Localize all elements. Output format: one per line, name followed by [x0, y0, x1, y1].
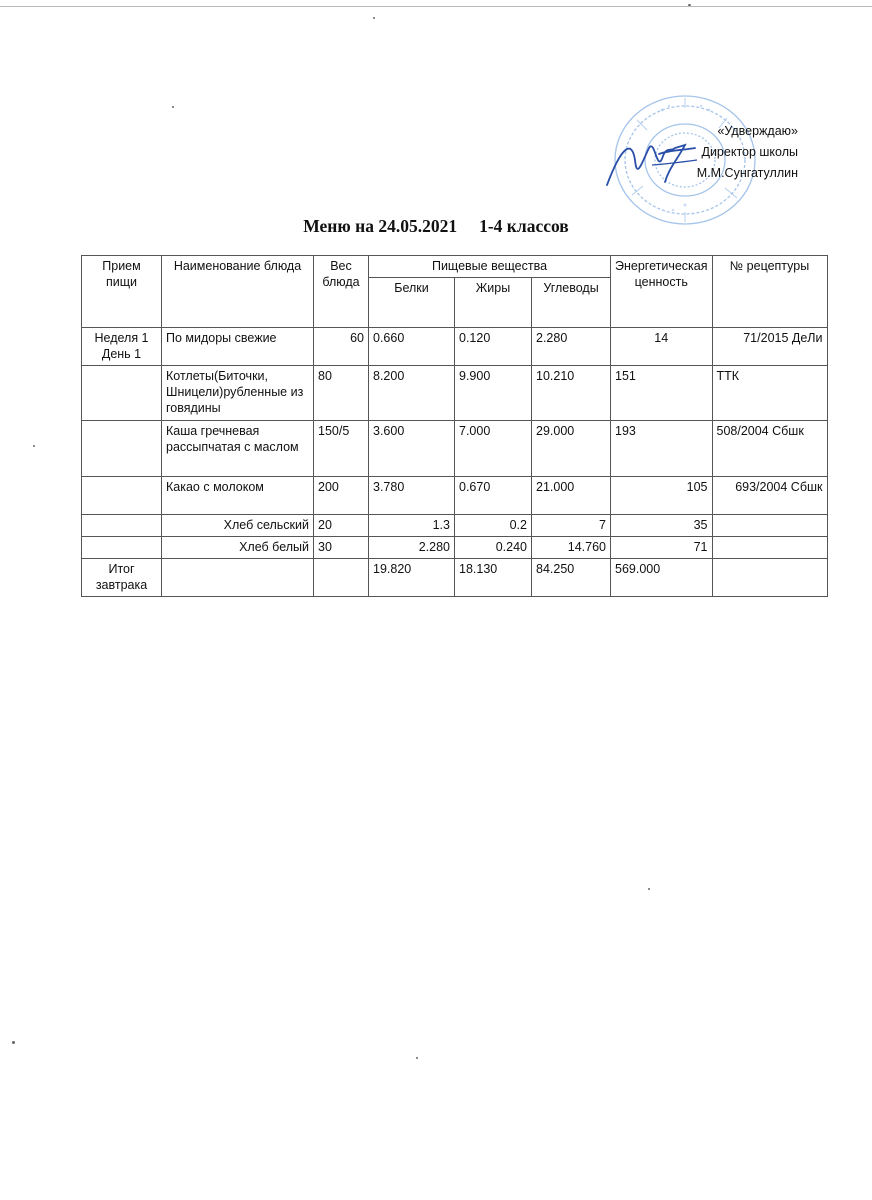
scan-speck	[688, 4, 691, 6]
cell-weight: 30	[314, 537, 369, 559]
cell-energy: 193	[611, 421, 713, 477]
cell-meal: Итог завтрака	[82, 559, 162, 597]
cell-fat: 0.240	[455, 537, 532, 559]
cell-dish: Хлеб белый	[162, 537, 314, 559]
cell-meal	[82, 366, 162, 421]
cell-dish: Каша гречневая рассыпчатая с маслом	[162, 421, 314, 477]
cell-carbs: 14.760	[532, 537, 611, 559]
scan-speck	[373, 17, 375, 19]
cell-recipe: 508/2004 Сбшк	[712, 421, 827, 477]
cell-protein: 8.200	[369, 366, 455, 421]
header-dish: Наименование блюда	[162, 256, 314, 328]
header-recipe: № рецептуры	[712, 256, 827, 328]
cell-weight: 200	[314, 477, 369, 515]
cell-recipe: 71/2015 ДеЛи	[712, 328, 827, 366]
cell-carbs: 2.280	[532, 328, 611, 366]
cell-protein: 3.600	[369, 421, 455, 477]
cell-dish: Хлеб сельский	[162, 515, 314, 537]
scan-speck	[172, 106, 174, 108]
cell-protein: 19.820	[369, 559, 455, 597]
cell-meal	[82, 477, 162, 515]
cell-carbs: 29.000	[532, 421, 611, 477]
table-row	[82, 366, 828, 421]
table-row	[82, 421, 828, 477]
cell-fat: 18.130	[455, 559, 532, 597]
scan-edge-line	[0, 6, 872, 7]
table-row	[82, 477, 828, 515]
cell-recipe	[712, 559, 827, 597]
header-carbs: Углеводы	[532, 278, 611, 328]
header-protein: Белки	[369, 278, 455, 328]
table-row	[82, 515, 828, 537]
cell-protein: 3.780	[369, 477, 455, 515]
page-title	[0, 216, 872, 237]
menu-table	[81, 255, 828, 597]
cell-carbs: 84.250	[532, 559, 611, 597]
cell-protein: 0.660	[369, 328, 455, 366]
header-meal: Прием пищи	[82, 256, 162, 328]
cell-weight: 20	[314, 515, 369, 537]
table-row	[82, 537, 828, 559]
cell-dish	[162, 559, 314, 597]
cell-meal	[82, 515, 162, 537]
cell-fat: 9.900	[455, 366, 532, 421]
cell-recipe: 693/2004 Сбшк	[712, 477, 827, 515]
total-row	[82, 559, 828, 597]
cell-energy: 14	[611, 328, 713, 366]
cell-dish: По мидоры свежие	[162, 328, 314, 366]
cell-fat: 0.2	[455, 515, 532, 537]
cell-meal	[82, 421, 162, 477]
cell-energy: 71	[611, 537, 713, 559]
header-weight: Вес блюда	[314, 256, 369, 328]
cell-energy: 569.000	[611, 559, 713, 597]
cell-carbs: 21.000	[532, 477, 611, 515]
cell-fat: 0.120	[455, 328, 532, 366]
cell-weight: 60	[314, 328, 369, 366]
approval-block	[697, 121, 798, 184]
cell-carbs: 7	[532, 515, 611, 537]
approval-name: М.М.Сунгатуллин	[696, 166, 798, 180]
cell-fat: 7.000	[455, 421, 532, 477]
scan-speck	[648, 888, 650, 890]
cell-energy: 151	[611, 366, 713, 421]
cell-recipe: ТТК	[712, 366, 827, 421]
cell-dish: Какао с молоком	[162, 477, 314, 515]
scan-speck	[12, 1041, 15, 1044]
cell-carbs: 10.210	[532, 366, 611, 421]
cell-recipe	[712, 537, 827, 559]
cell-fat: 0.670	[455, 477, 532, 515]
cell-protein: 1.3	[369, 515, 455, 537]
cell-meal	[82, 537, 162, 559]
cell-weight	[314, 559, 369, 597]
approval-heading: «Удверждаю»	[717, 124, 798, 138]
header-energy: Энергетическая ценность	[611, 256, 713, 328]
cell-dish: Котлеты(Биточки, Шницели)рубленные из говядины	[162, 366, 314, 421]
cell-recipe	[712, 515, 827, 537]
cell-protein: 2.280	[369, 537, 455, 559]
cell-energy: 105	[611, 477, 713, 515]
scan-speck	[416, 1057, 418, 1059]
table-row	[82, 328, 828, 366]
approval-position: Директор школы	[701, 145, 798, 159]
header-row	[82, 256, 828, 278]
menu-date: Меню на 24.05.2021	[303, 216, 458, 236]
cell-weight: 80	[314, 366, 369, 421]
header-nutrients: Пищевые вещества	[369, 256, 611, 278]
cell-energy: 35	[611, 515, 713, 537]
header-fat: Жиры	[455, 278, 532, 328]
cell-meal: Неделя 1 День 1	[82, 328, 162, 366]
menu-classes: 1-4 классов	[479, 216, 569, 236]
scan-speck	[33, 445, 35, 447]
cell-weight: 150/5	[314, 421, 369, 477]
